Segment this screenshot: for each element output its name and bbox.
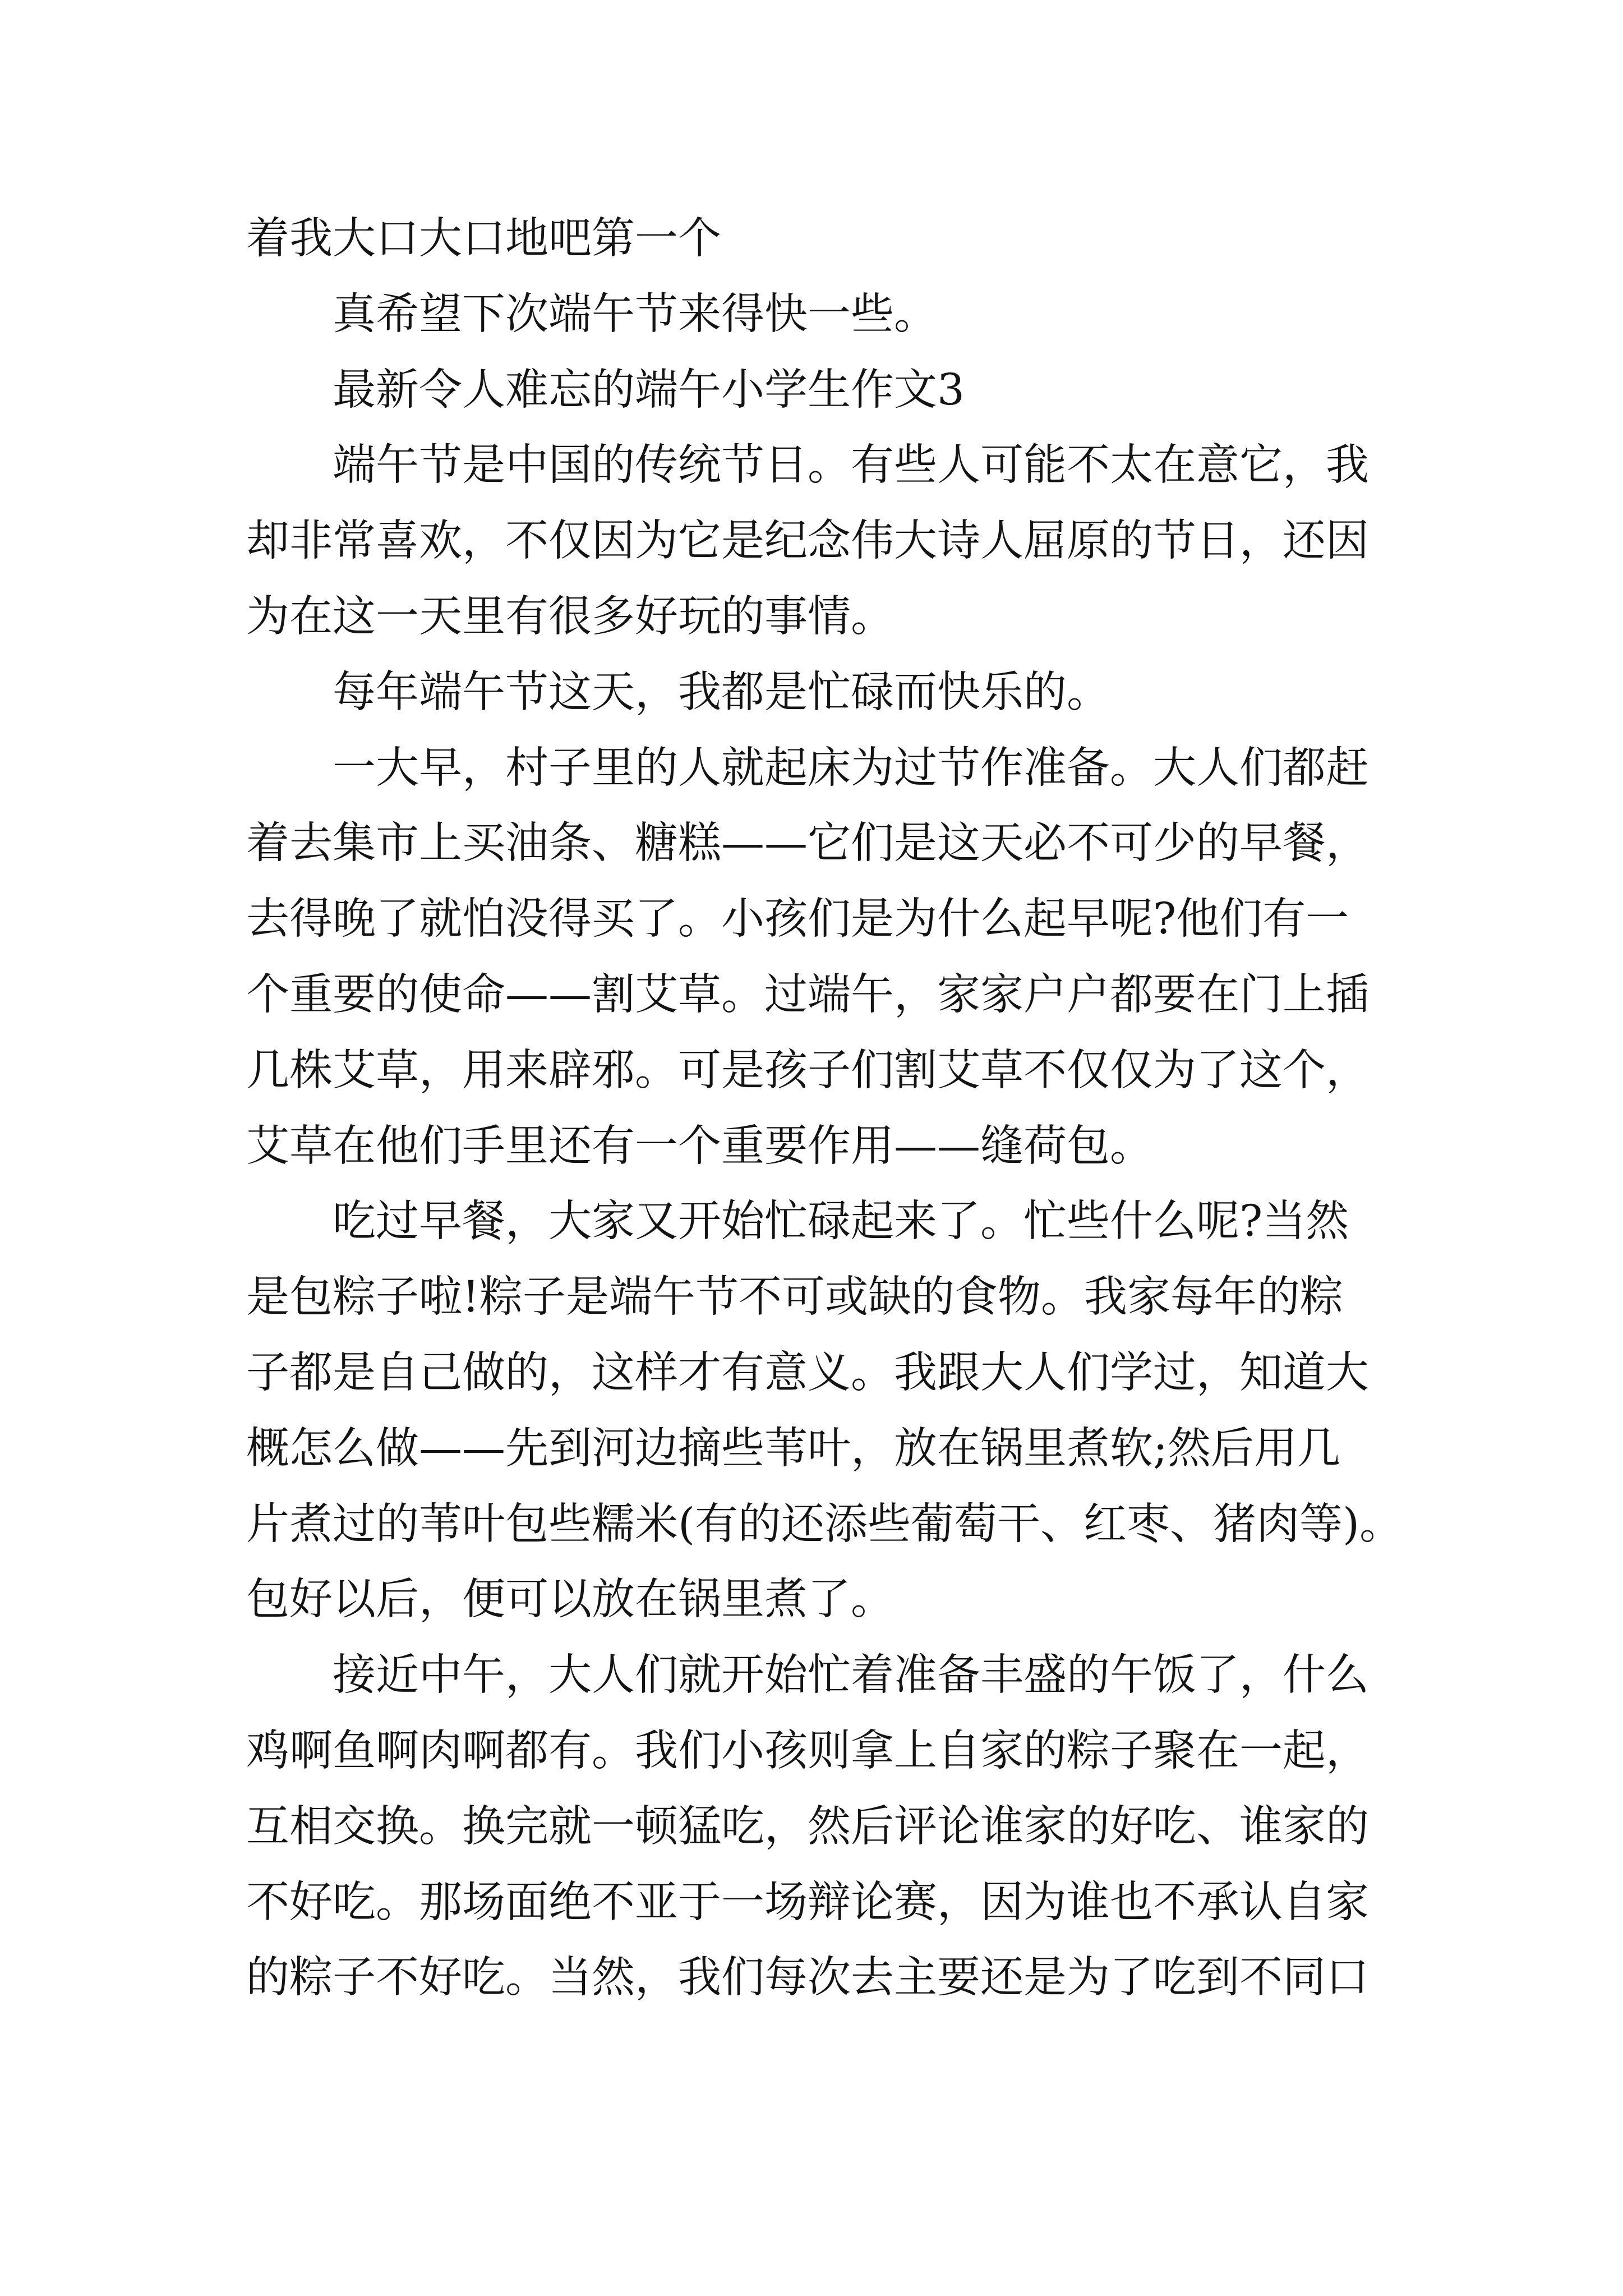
text-line: 却非常喜欢，不仅因为它是纪念伟大诗人屈原的节日，还因 — [246, 516, 1369, 567]
text-line: 着去集市上买油条、糖糕——它们是这天必不可少的早餐， — [246, 818, 1369, 869]
essay-title-text: 最新令人难忘的端午小学生作文3 — [333, 365, 965, 415]
text-line: 端午节是中国的传统节日。有些人可能不太在意它，我 — [333, 440, 1369, 491]
text-line: 是包粽子啦!粽子是端午节不可或缺的食物。我家每年的粽 — [246, 1272, 1343, 1323]
paragraph — [246, 277, 1455, 353]
text-line: 着我大口大口地吧第一个 — [246, 214, 721, 264]
text-line: 艾草在他们手里还有一个重要作用——缝荷包。 — [246, 1121, 1153, 1171]
text-line: 的粽子不好吃。当然，我们每次去主要还是为了吃到不同口 — [246, 1953, 1369, 2003]
text-line: 包好以后，便可以放在锅里煮了。 — [246, 1575, 894, 1625]
text-line: 一大早，村子里的人就起床为过节作准备。大人们都赶 — [333, 743, 1369, 793]
text-line: 去得晚了就怕没得买了。小孩们是为什么起早呢?他们有一 — [246, 894, 1349, 945]
text-line: 鸡啊鱼啊肉啊都有。我们小孩则拿上自家的粽子聚在一起， — [246, 1726, 1369, 1776]
essay-title — [246, 353, 1455, 429]
paragraph — [246, 655, 1455, 731]
text-line: 吃过早餐，大家又开始忙碌起来了。忙些什么呢?当然 — [333, 1197, 1349, 1247]
paragraph — [246, 1638, 1455, 2016]
paragraph — [246, 1184, 1455, 1638]
text-line: 子都是自己做的，这样才有意义。我跟大人们学过，知道大 — [246, 1347, 1369, 1398]
text-line: 个重要的使命——割艾草。过端午，家家户户都要在门上插 — [246, 969, 1369, 1020]
text-line: 几株艾草，用来辟邪。可是孩子们割艾草不仅仅为了这个， — [246, 1045, 1369, 1096]
text-line: 真希望下次端午节来得快一些。 — [333, 289, 937, 339]
text-line: 互相交换。换完就一顿猛吃，然后评论谁家的好吃、谁家的 — [246, 1801, 1369, 1852]
continued-paragraph — [246, 201, 1455, 277]
text-line: 为在这一天里有很多好玩的事情。 — [246, 591, 894, 642]
paragraph — [246, 731, 1455, 1185]
text-line: 接近中午，大人们就开始忙着准备丰盛的午饭了，什么 — [333, 1650, 1369, 1701]
text-line: 概怎么做——先到河边摘些苇叶，放在锅里煮软;然后用几 — [246, 1423, 1340, 1474]
text-line: 不好吃。那场面绝不亚于一场辩论赛，因为谁也不承认自家 — [246, 1877, 1369, 1927]
text-line: 片煮过的苇叶包些糯米(有的还添些葡萄干、红枣、猪肉等)。 — [246, 1499, 1403, 1549]
text-line: 每年端午节这天，我都是忙碌而快乐的。 — [333, 667, 1110, 717]
paragraph — [246, 428, 1455, 655]
